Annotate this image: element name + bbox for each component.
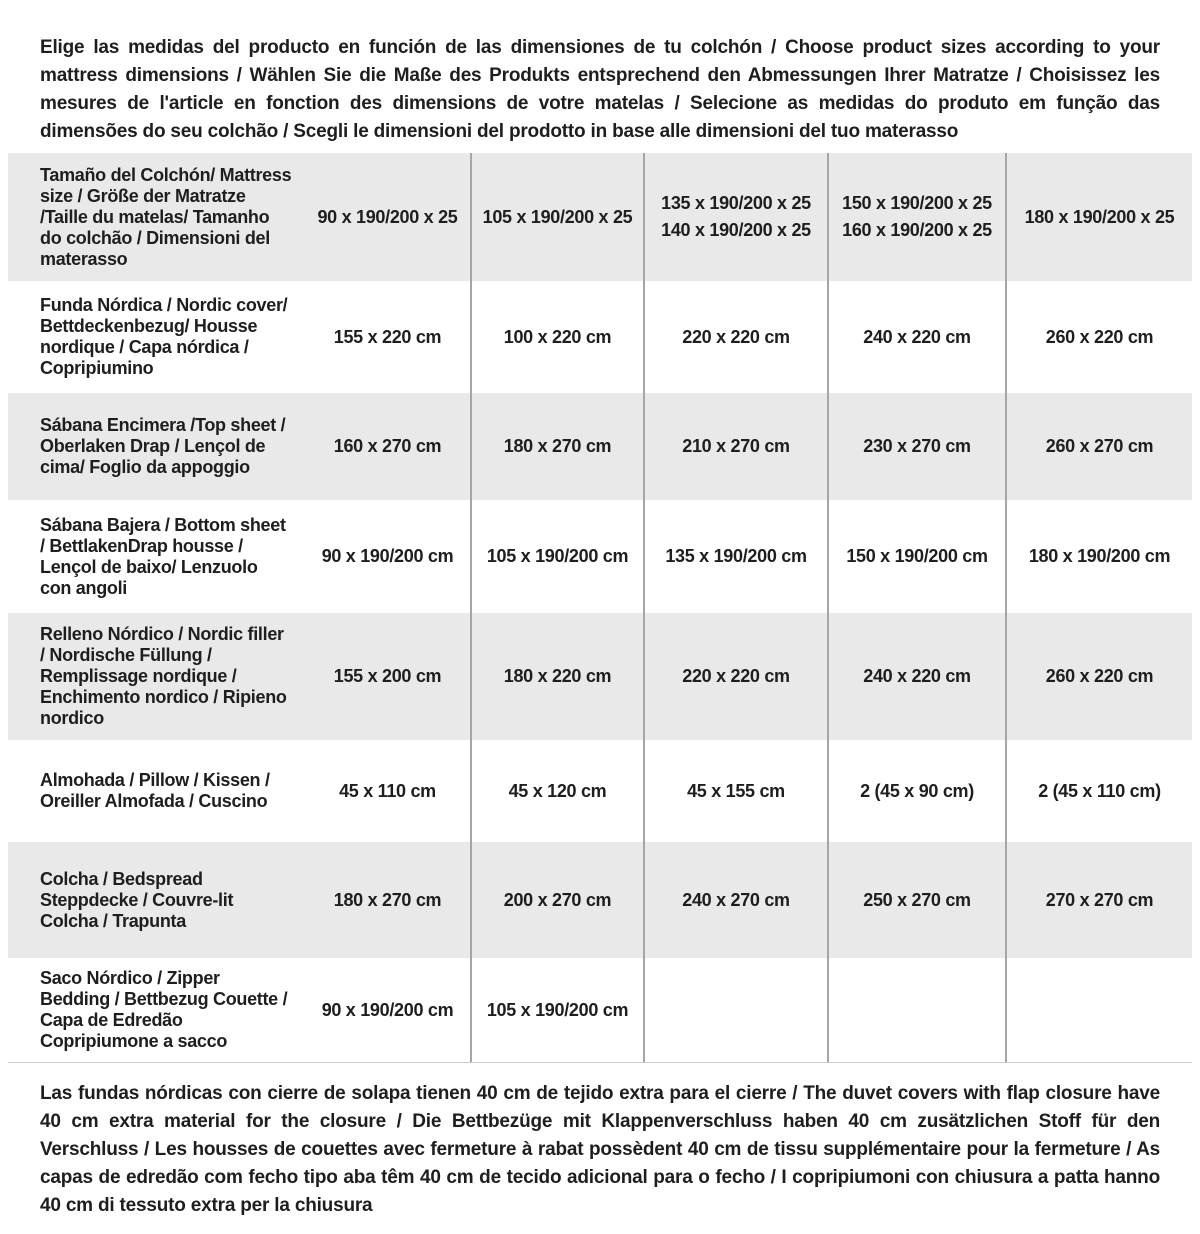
size-value: 45 x 110 cm <box>339 780 436 801</box>
table-row-pillow <box>8 740 1192 842</box>
size-value: 100 x 220 cm <box>503 326 612 347</box>
row-label-text: Relleno Nórdico / Nordic filler / Nordische Füllung / Remplissage nordique / Enchimento nordico / Ripieno nordico <box>40 624 287 728</box>
row-label <box>8 842 305 958</box>
size-cell <box>305 393 470 500</box>
size-cell <box>1005 500 1192 613</box>
size-value: 260 x 220 cm <box>1045 666 1154 686</box>
size-value: 150 x 190/200 x 25 <box>842 193 992 213</box>
size-value: 135 x 190/200 cm <box>665 546 807 566</box>
size-cell <box>1005 393 1192 500</box>
size-value: 105 x 190/200 cm <box>486 546 629 566</box>
size-value: 2 (45 x 110 cm) <box>1038 780 1161 801</box>
size-value: 45 x 155 cm <box>687 780 785 801</box>
size-cell <box>827 281 1005 393</box>
row-label <box>8 393 305 500</box>
size-value: 220 x 220 cm <box>682 326 790 347</box>
size-cell <box>305 613 470 740</box>
size-cell <box>827 500 1005 613</box>
row-label <box>8 958 305 1062</box>
size-cell <box>470 613 643 740</box>
size-value: 150 x 190/200 cm <box>846 546 988 566</box>
size-cell <box>827 393 1005 500</box>
size-guide-page <box>0 34 1200 1220</box>
row-label-text: Tamaño del Colchón/ Mattress size / Größe der Matratze /Taille du matelas/ Tamanho do colchão / Dimensioni del materasso <box>40 164 292 269</box>
size-cell <box>643 958 827 1062</box>
size-value: 180 x 190/200 cm <box>1028 546 1171 566</box>
size-cell <box>643 842 827 958</box>
size-value: 155 x 220 cm <box>333 326 442 347</box>
header-size-cell <box>643 153 827 281</box>
size-value: 260 x 270 cm <box>1045 436 1154 456</box>
size-value: 210 x 270 cm <box>682 436 790 456</box>
size-cell <box>470 842 643 958</box>
size-value: 2 (45 x 90 cm) <box>860 780 974 801</box>
table-row-top-sheet <box>8 393 1192 500</box>
intro-text: Elige las medidas del producto en función de las dimensiones de tu colchón / Choose product sizes according to your mattress dimensions / Wählen Sie die Maße des Produkts entsprechend den Abmessungen Ihrer Matratze / Choisissez les mesures de l'article en fonction des dimensions de votre matelas / Selecione as medidas do produto em função das dimensões do seu colchão / Scegli le dimensioni del prodotto in base alle dimensioni del tuo materasso <box>40 37 1160 142</box>
size-value: 135 x 190/200 x 25 <box>661 193 811 213</box>
header-size-cell <box>827 153 1005 281</box>
size-value: 180 x 190/200 x 25 <box>1024 206 1175 227</box>
row-label-text: Sábana Bajera / Bottom sheet / BettlakenDrap housse / Lençol de baixo/ Lenzuolo con angoli <box>40 514 286 598</box>
row-label-mattress-size <box>8 153 305 281</box>
size-value: 250 x 270 cm <box>863 889 971 910</box>
size-cell <box>827 740 1005 842</box>
size-cell <box>470 393 643 500</box>
size-value: 240 x 220 cm <box>863 666 971 686</box>
size-cell <box>1005 958 1192 1062</box>
footnote-text: Las fundas nórdicas con cierre de solapa tienen 40 cm de tejido extra para el cierre / The duvet covers with flap closure have 40 cm extra material for the closure / Die Bettbezüge mit Klappenverschluss haben 40 cm zusätzlichen Stoff für den Verschluss / Les housses de couettes avec fermeture à rabat possèdent 40 cm de tissu supplémentaire pour la fermeture / As capas de edredão com fecho tipo aba têm 40 cm de tecido adicional para o fecho / I copripiumoni con chiusura a patta hanno 40 cm di tessuto extra per la chiusura <box>40 1083 1160 1216</box>
size-value: 155 x 200 cm <box>333 666 442 686</box>
size-cell <box>305 281 470 393</box>
size-cell <box>470 281 643 393</box>
size-cell <box>827 958 1005 1062</box>
header-size-cell <box>470 153 643 281</box>
row-label-text: Colcha / Bedspread Steppdecke / Couvre-lit Colcha / Trapunta <box>40 868 234 931</box>
size-cell <box>470 958 643 1062</box>
header-size-cell <box>1005 153 1192 281</box>
size-value: 270 x 270 cm <box>1045 889 1154 910</box>
table-row-zipper-bedding <box>8 958 1192 1062</box>
row-label-text: Sábana Encimera /Top sheet / Oberlaken Drap / Lençol de cima/ Foglio da appoggio <box>40 415 286 477</box>
size-cell <box>827 842 1005 958</box>
size-cell <box>1005 740 1192 842</box>
size-cell <box>470 500 643 613</box>
size-value: 240 x 270 cm <box>682 889 790 910</box>
size-cell <box>470 740 643 842</box>
size-cell <box>643 281 827 393</box>
row-label <box>8 500 305 613</box>
size-value: 90 x 190/200 cm <box>321 546 454 566</box>
size-value: 160 x 190/200 x 25 <box>842 220 992 240</box>
size-value: 240 x 220 cm <box>863 326 971 347</box>
size-value: 220 x 220 cm <box>682 666 790 686</box>
size-value: 140 x 190/200 x 25 <box>661 220 811 240</box>
table-row-bedspread <box>8 842 1192 958</box>
header-size-cell <box>305 153 470 281</box>
size-value: 180 x 270 cm <box>503 436 612 456</box>
size-cell <box>643 613 827 740</box>
size-value: 90 x 190/200 cm <box>321 999 454 1020</box>
size-cell <box>1005 281 1192 393</box>
size-cell <box>643 393 827 500</box>
table-row-nordic-cover <box>8 281 1192 393</box>
size-value: 180 x 270 cm <box>333 889 442 910</box>
size-cell <box>1005 613 1192 740</box>
size-cell <box>305 958 470 1062</box>
size-cell <box>305 500 470 613</box>
size-cell <box>1005 842 1192 958</box>
size-value: 200 x 270 cm <box>503 889 612 910</box>
size-value: 45 x 120 cm <box>508 780 607 801</box>
row-label-text: Funda Nórdica / Nordic cover/ Bettdeckenbezug/ Housse nordique / Capa nórdica / Copripiumino <box>40 295 288 378</box>
row-label <box>8 281 305 393</box>
size-value: 260 x 220 cm <box>1045 326 1154 347</box>
row-label <box>8 613 305 740</box>
size-cell <box>827 613 1005 740</box>
size-value: 90 x 190/200 x 25 <box>317 206 458 227</box>
size-cell <box>305 842 470 958</box>
size-table <box>8 153 1192 1063</box>
size-cell <box>643 500 827 613</box>
size-cell <box>643 740 827 842</box>
size-value: 180 x 220 cm <box>503 666 612 686</box>
size-cell <box>305 740 470 842</box>
table-row-nordic-filler <box>8 613 1192 740</box>
row-label-text: Saco Nórdico / Zipper Bedding / Bettbezug Couette / Capa de Edredão Copripiumone a sacco <box>40 968 288 1051</box>
row-label <box>8 740 305 842</box>
row-label-text: Almohada / Pillow / Kissen / Oreiller Almofada / Cuscino <box>40 770 270 811</box>
size-value: 160 x 270 cm <box>333 436 442 456</box>
size-value: 105 x 190/200 x 25 <box>482 206 633 227</box>
size-value: 230 x 270 cm <box>863 436 971 456</box>
size-value: 105 x 190/200 cm <box>486 999 629 1020</box>
table-header-row <box>8 153 1192 281</box>
table-row-bottom-sheet <box>8 500 1192 613</box>
